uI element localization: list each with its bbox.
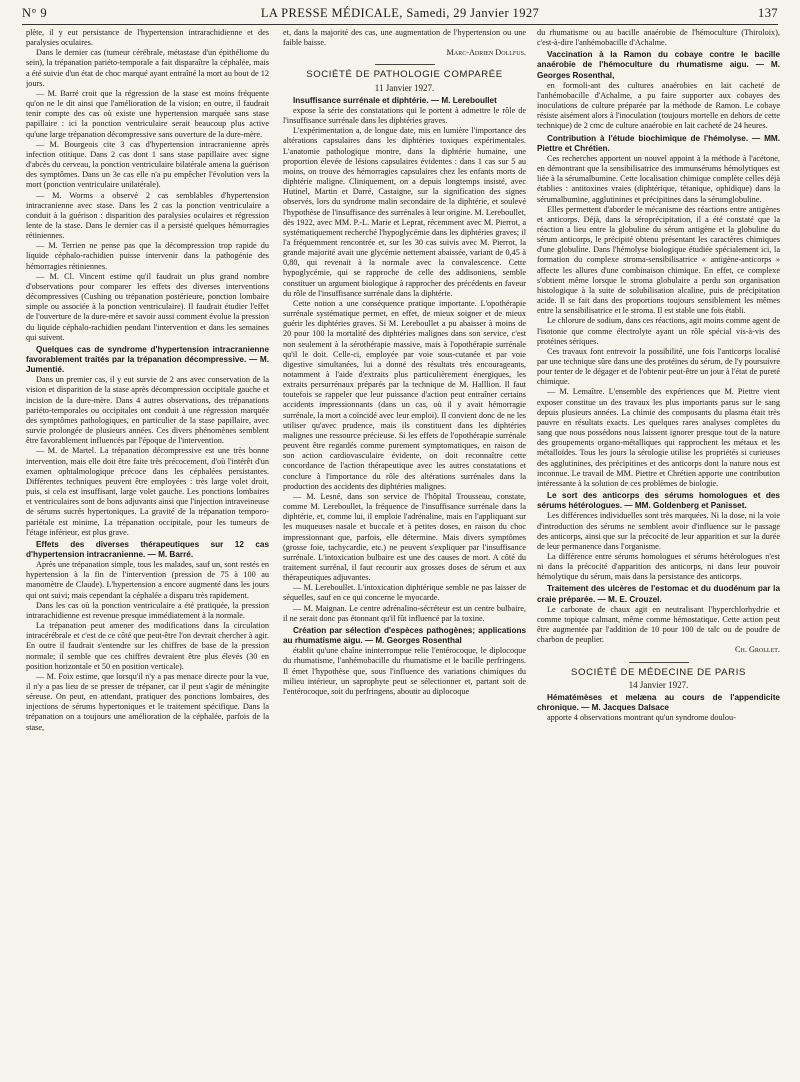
section-heading: Hématémèses et melæna au cours de l'appendicite chronique. — M. Jacques Dalsace	[537, 692, 780, 712]
section-heading: Vaccination à la Ramon du cobaye contre le bacille anaérobie de l'hémoculture du rhumatisme aigu. — M. Georges Rosenthal,	[537, 50, 780, 80]
paragraph: — M. Cl. Vincent estime qu'il faudrait un plus grand nombre d'observations pour comparer les effets des diverses interventions décompressives (Cushing ou trépanation postérieure, ponction lombaire simple ou associée à la ponction ventriculaire). Il faudrait étudier l'effet de l'ouverture de la dure-mère et savoir aussi comment évolue la pression du liquide céphalo-rachidien pendant l'intervention et dans les semaines qui suivent.	[26, 271, 269, 342]
paragraph: — M. Lesné, dans son service de l'hôpital Trousseau, constate, comme M. Lereboullet, la fréquence de l'insuffisance surrénale dans la diphtérie, et, comme lui, il emploie l'adrénaline, mais en l'appliquant sur les muqueuses nasale et buccale et à petites doses, en raison du choc impressionnant que, parfois, elle détermine. Mais divers symptômes (grosse foie, tachycardie, etc.) ne peuvent s'expliquer par l'insuffisance surrénale. L'intoxication bulbaire est une des causes de mort. A côté du traitement surrénal, il faut recourir aux grosses doses de sérum et aux thérapeutiques adjuvantes.	[283, 491, 526, 583]
paragraph: — M. Bourgeois cite 3 cas d'hypertension intracranienne après infection otitique. Dans 2 cas dont 1 sans stase papillaire avec signe d'abcès du cerveau, la ponction ventriculaire bilatérale amena la guérison des symptômes. Dans un 3e cas elle n'a pu empêcher l'évolution vers la mort (ponction ventriculaire unilatérale).	[26, 139, 269, 190]
paragraph: L'expérimentation a, de longue date, mis en lumière l'importance des altérations capsulaires dans les diphtéries toxiques expérimentales. L'anatomie pathologique montre, dans la diphtérie humaine, une proportion élevée de lésions capsulaires évidentes : dans 1 cas sur 5 au moins, on trouve des hémorragies capsulaires chez les enfants morts de diphtérie maligne. Cliniquement, on a depuis longtemps insisté, avec Hutinel, Martin et Darré, Castaigne, sur la signification des signes observés, lors du syndrome malin secondaire de la diphtérie, et soulevé l'hypothèse de l'insuffisance des surrénales à leur origine. M. Lereboullet, dès 1922, avec MM. P.-L. Marie et Leprat, récemment avec M. Pierrot, a systématiquement recherché l'hypoglycémie dans les diphtéries graves; il l'a fréquemment rencontrée et, sur les 30 cas suivis avec M. Pierrot, la grande majorité avait une glycémie nettement abaissée, variant de 0,45 à 0,80, qui revenait à la normale avec la convalescence. Cette hypoglycémie, qui se rapproche de celle des addisoniens, semble constituer un argument biologique à rapprocher des précédents en faveur du rôle de l'insuffisance surrénale dans la diphtérie.	[283, 126, 526, 298]
society-title: SOCIÉTÉ DE PATHOLOGIE COMPARÉE	[306, 69, 503, 81]
section-heading: Quelques cas de syndrome d'hypertension intracranienne favorablement traités par la trépanation décompressive. — M. Jumentié.	[26, 344, 269, 375]
section-divider	[375, 64, 435, 65]
section-heading: Traitement des ulcères de l'estomac et du duodénum par la craie préparée. — M. E. Crouzel.	[537, 584, 780, 604]
paragraph: — M. Maignan. Le centre adrénalino-sécréteur est un centre bulbaire, il ne serait donc pas étonnant qu'il fût influencé par la toxine.	[283, 603, 526, 623]
paragraph: Les différences individuelles sont très marquées. Ni la dose, ni la voie d'introduction des sérums ne semblent avoir d'influence sur le passage des anticorps, ainsi que sur la précocité de leur apparition et sur la durée de leur permanence dans l'organisme.	[537, 511, 780, 551]
session-date: 11 Janvier 1927.	[374, 82, 435, 93]
paragraph: — M. de Martel. La trépanation décompressive est une très bonne intervention, mais elle doit être faite très précocement, d'où l'intérêt d'un examen ophtalmologique précoce dans les céphalées persistantes. Différentes techniques peuvent être employées : très large volet droit, puis, si cela est insuffisant, large volet gauche. Les ponctions lombaires et ventriculaires sont de bons adjuvants ainsi que l'injection intraveineuse de sérums sucrés hypertoniques. La gravité de la trépanation temporo-pariétale est minime, La trépanation occipitale, pour les tumeurs de l'étage inférieur, est plus grave.	[26, 446, 269, 537]
section-divider	[629, 662, 689, 663]
section-heading: Effets des diverses thérapeutiques sur 12 cas d'hypertension intracranienne. — M. Barré.	[26, 539, 269, 559]
paragraph: — M. Terrien ne pense pas que la décompression trop rapide du liquide céphalo-rachidien puisse intervenir dans la pathogénie des hémorragies rétiniennes.	[26, 241, 269, 271]
paragraph: Dans le dernier cas (tumeur cérébrale, métastase d'un épithéliome du sein), la trépanation pariéto-temporale a fait disparaître la céphalée, mais a été suivie d'un état de choc marqué ayant entraîné la mort au bout de 12 jours.	[26, 48, 269, 88]
paragraph: La trépanation peut amener des modifications dans la circulation intracérébrale et c'est de ce côté que peut-être l'on devrait chercher à agir. En outre il faudrait s'entendre sur les chiffres de base de la pression normale; il semble que ces chiffres devraient être plus élevés (30 en position horizontale et 50 en position verticale).	[26, 621, 269, 671]
paragraph: Dans un premier cas, il y eut survie de 2 ans avec conservation de la vision et disparition de la stase après décompression occipitale gauche et incision de la dure-mère. Dans 4 autres observations, des trépanations pariéto-temporales ou occipitales ont conduit à une régression marquée des symptômes pathologiques, en particulier de la stase papillaire, avec survie prolongée de plusieurs années. Ces divers phénomènes semblent être favorablement influencés par l'époque de l'intervention.	[26, 375, 269, 446]
paragraph: établit qu'une chaîne ininterrompue relie l'entérocoque, le diplocoque du rhumatisme, l'anhémobacille du rhumatisme et le bacille perfringens. Il émet l'hypothèse que, sous l'influence des variations chimiques du milieu intérieur, un saprophyte peut se sélectionner et, partant soit de l'entérocoque, soit du perfringens, aboutir au diplocoque	[283, 646, 526, 696]
paragraph: Le carbonate de chaux agit en neutralisant l'hyperchlorhydrie et comme topique calmant, même comme hémostatique. Cette action peut être augmentée par l'addition de 10 pour 100 de talc ou de poudre de charbon de peuplier.	[537, 604, 780, 645]
paragraph: apporte 4 observations montrant qu'un syndrome doulou-	[547, 713, 736, 723]
paragraph: Après une trépanation simple, tous les malades, sauf un, sont restés en hypertension à la fin de l'intervention (pression de 75 à 100 au manomètre de Claude). L'hypertension a encore augmenté dans les jours qui ont suivi; mais cependant la céphalée a disparu très rapidement.	[26, 560, 269, 600]
paragraph: — M. Lereboullet. L'intoxication diphtérique semble ne pas laisser de séquelles, sauf en ce qui concerne le myocarde.	[283, 583, 526, 603]
issue-number: N° 9	[22, 6, 48, 20]
section-heading: Contribution à l'étude biochimique de l'hémolyse. — MM. Piettre et Chrétien.	[537, 133, 780, 153]
column-3	[537, 28, 780, 1078]
session-date: 14 Janvier 1927.	[628, 679, 689, 690]
paragraph: Ces recherches apportent un nouvel appoint à la méthode à l'acétone, en démontrant que la sensibilisatrice des immunsérums hémolytiques est liée à la sérumalbumine. Cette localisation chimique complète celles déjà établies : antitoxines vraies (diphtérique, tétanique, ophidique) dans la sérumalbumine, agglutinines et précipitines dans la sérumglobuline.	[537, 153, 780, 204]
paragraph: Ces travaux font entrevoir la possibilité, une fois l'anticorps localisé par une technique sûre dans une des protéines du sérum, de l'y poursuivre pour tenter de le dégager et de l'obtenir peut-être un jour à l'état de pureté chimique.	[537, 346, 780, 387]
column-1	[26, 28, 269, 1078]
section-heading: Insuffisance surrénale et diphtérie. — M. Lereboullet	[293, 95, 497, 105]
page-header	[22, 4, 778, 24]
paragraph: — M. Foix estime, que lorsqu'il n'y a pas menace directe pour la vue, il n'y a pas lieu de se presser de trépaner, car il peut s'agir de méningite séreuse. On peut, en attendant, pratiquer des ponctions lombaires, des injections de sérums hypertoniques et le traitement spécifique. Dans la trépanation on a toujours une amélioration de la céphalée, parfois de la stase,	[26, 671, 269, 732]
paragraph: Cette notion a une conséquence pratique importante. L'opothérapie surrénale systématique permet, en effet, de mieux soigner et de mieux guérir les diphtéries graves. Si M. Lereboullet a pu abaisser à moins de 20 pour 100 la mortalité des diphtéries malignes dans son service, c'est non seulement à la sérothérapie massive, mais à l'opothérapie surrénale qu'il le doit. Celle-ci, employée par voie sous-cutanée et par voie digestive simultanées, lui a donné des résultats très encourageants, notamment à l'aide d'extraits plus particulièrement énergiques, les extraits persurrénaux préparés par la technique de M. Halllion. Il faut toutefois se rappeler que leur puissance d'action peut entraîner certains accidents impressionnants (dans un cas, où il y avait hémorragie surrénale, la mort a coïncidé avec leur emploi). Il convient donc de ne les utiliser qu'avec prudence, mais ils constituent dans les diphtéries malignes une ressource précieuse. Si les effets de l'opothérapie surrénale peuvent être regardés comme purement symptomatiques, en raison de son action cardiovasculaire évidente, on doit reconnaître cette concordance de l'action thérapeutique avec les autres constatations et conclure à l'importance du rôle des altérations surrénales dans la production des accidents des diphtéries malignes.	[283, 298, 526, 491]
society-title: SOCIÉTÉ DE MÉDECINE DE PARIS	[571, 666, 746, 678]
paragraph: Dans les cas où la ponction ventriculaire a été pratiquée, la pression intrarachidienne est revenue presque immédiatement à la normale.	[26, 600, 269, 620]
paragraph: La différence entre sérums homologues et sérums hétérologues n'est ni dans la précocité d'apparition des anticorps, ni dans leur pouvoir hémolytique du sérum, mais dans la persistance des anticorps.	[537, 551, 780, 582]
paragraph: du rhumatisme ou au bacille anaérobie de l'hémoculture (Thiroloix), c'est-à-dire l'anhémobacille d'Achalme.	[537, 28, 780, 48]
paragraph: — M. Lemaître. L'ensemble des expériences que M. Piettre vient exposer constitue un des travaux les plus importants parus sur le sang depuis plusieurs années. La chimie des composants du plasma était très pauvre en résultats exacts. Les quelques rares analyses complètes du sang que nous possédons nous laissent ignorer presque tout de la nature des groupements organo-métalliques qui rapprochent les métaux et les métalloïdes. Tous les jours la sérologie utilise les propriétés si curieuses des agglutinines, des précipitines et des anticorps dont la nature nous est inconnue. Le travail de MM. Piettre et Chrétien apporte une contribution intéressante à la solution de ces problèmes de biologie.	[537, 387, 780, 488]
column-2	[283, 28, 526, 1078]
author-signature: Ch. Grollet.	[735, 645, 780, 655]
paragraph: plète, il y eut persistance de l'hypertension intrarachidienne et des paralysies oculaires.	[26, 28, 269, 48]
author-signature: Marc-Adrien Dollfus.	[446, 48, 526, 58]
section-heading: Le sort des anticorps des sérums homologues et des sérums hétérologues. — MM. Goldenberg et Panisset.	[537, 491, 780, 511]
paragraph: en formoli-ant des cultures anaérobies en lait cacheté de l'anhémobacille d'Achalme, a pu faire supporter aux cobayes des inoculations de culture préparée par la méthode de Ramon. Le cobaye résiste aisément alors à l'inoculation (toujours mortelle en dehors de cette technique) de 2 cmc de culture anaérobie en lait cacheté de 24 heures.	[537, 80, 780, 131]
paragraph: et, dans la majorité des cas, une augmentation de l'hypertension ou une faible baisse.	[283, 28, 526, 48]
page-number: 137	[758, 6, 778, 20]
section-heading: Création par sélection d'espèces pathogènes; applications au rhumatisme aigu. — M. Georges Rosenthal	[283, 625, 526, 646]
paragraph: Elles permettent d'aborder le mécanisme des réactions entre antigènes et anticorps. Déjà, dans la séroprécipitation, il a été constaté que la réaction a lieu entre la globuline du sérum antigène et la globuline du sérum anticorps, le précipité obtenu présentant les caractères chimiques d'une globuline. Dans l'hémolyse biologique étudiée spécialement ici, la formation du complexe stroma-sensibilisatrice « antigène-anticorps » affecte les allures d'une combinaison chimique. En effet, ce complexe s'obtient même lorsque le stroma globulaire a perdu son organisation histologique à la suite de solubilisation alcaline, puis de précipitation acide. Il se fait dans des proportions toujours sensiblement les mêmes entre la sensibilisatrice et le stroma. Il est stable une fois établi.	[537, 204, 780, 316]
paragraph: Le chlorure de sodium, dans ces réactions, agit moins comme agent de l'isotonie que comme électrolyte ayant un rôle spécial vis-à-vis des protéines sériques.	[537, 316, 780, 346]
paragraph: expose la série des constatations qui le portent à admettre le rôle de l'insuffisance surrénale dans les diphtéries graves.	[283, 105, 526, 126]
header-rule	[22, 24, 778, 25]
paragraph: — M. Barré croit que la régression de la stase est moins fréquente qu'on ne le dit ainsi que l'amélioration de la vision; en outre, il faudrait tenir compte des cas où existe une hypertension marquée sans stase papillaire : ici la ponction ventriculaire serait beaucoup plus active qu'une large trépanation décompressive sans ouverture de la dure-mère.	[26, 88, 269, 139]
paragraph: — M. Worms a observé 2 cas semblables d'hypertension intracranienne avec stase. Dans les 2 cas la ponction ventriculaire a conduit à la guérison : disparition des paralysies oculaires et régression lente de la stase. Dans le dernier cas il a persisté quelques hémorragies rétiniennes.	[26, 190, 269, 241]
journal-title: LA PRESSE MÉDICALE, Samedi, 29 Janvier 1927	[260, 6, 540, 20]
